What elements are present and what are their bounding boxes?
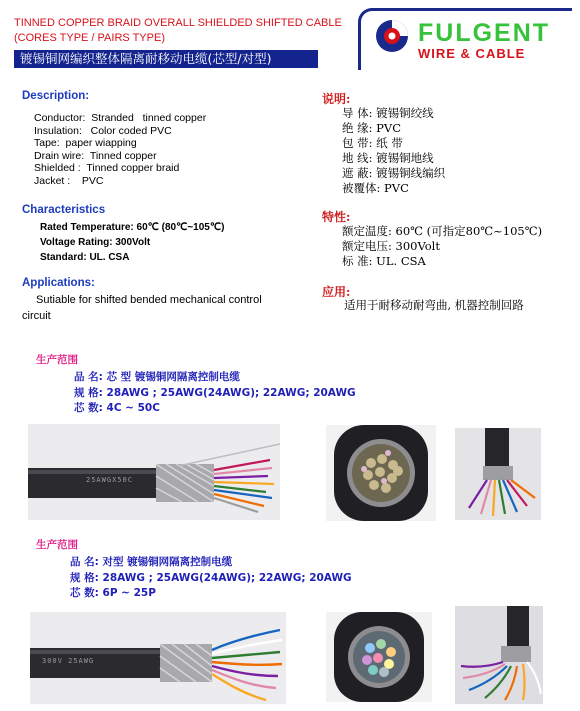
range2-spec-line: 品 名: 对型 镀锡铜网隔离控制电缆	[70, 556, 233, 568]
range1-heading: 生产范围	[36, 354, 78, 366]
description-list	[34, 112, 206, 187]
cable-pairs-section-icon	[326, 612, 432, 702]
characteristics-heading: Characteristics	[22, 204, 106, 216]
cable-photo-pairs-section	[326, 612, 432, 702]
applications-text: Sutiable for shifted bended mechanical control	[36, 294, 262, 306]
cable-cross-section-icon	[326, 425, 436, 521]
cable-photo-cores-fan	[455, 428, 541, 520]
range1-spec	[74, 370, 356, 417]
characteristics-list	[40, 220, 224, 265]
cn-characteristics-line: 额定电压: 300Volt	[342, 239, 440, 253]
applications-text-cont: circuit	[22, 310, 51, 322]
cable-cores-side-icon	[28, 424, 280, 520]
description-line: Conductor: Stranded tinned copper	[34, 112, 207, 124]
cable-photo-pairs-fan	[455, 606, 543, 704]
characteristics-line: Standard: UL. CSA	[40, 252, 130, 263]
cn-description-line: 导 体: 镀锡铜绞线	[342, 106, 434, 120]
cn-description-line: 地 线: 镀锡铜地线	[342, 151, 434, 165]
cn-characteristics-line: 额定温度: 60℃ (可指定80℃~105℃)	[342, 224, 543, 238]
cn-description-line: 包 带: 纸 带	[342, 136, 403, 150]
cable-pairs-fan-icon	[455, 606, 543, 704]
characteristics-line: Voltage Rating: 300Volt	[40, 237, 151, 248]
cn-characteristics-list	[342, 224, 542, 269]
description-line: Shielded : Tinned copper braid	[34, 162, 180, 174]
fulgent-logo-icon	[372, 16, 412, 56]
brand-name: FULGENT	[418, 19, 551, 47]
description-line: Tape: paper wiapping	[34, 137, 137, 149]
brand-subtitle: WIRE & CABLE	[418, 46, 526, 61]
cn-description-line: 绝 缘: PVC	[342, 121, 402, 135]
range2-spec-line: 芯 数: 6P ~ 25P	[70, 587, 156, 599]
cn-characteristics-line: 标 准: UL. CSA	[342, 254, 426, 268]
range1-spec-line: 芯 数: 4C ~ 50C	[74, 402, 160, 414]
cn-description-line: 遮 蔽: 镀锡铜线编织	[342, 166, 446, 180]
cn-characteristics-heading: 特性:	[322, 210, 351, 224]
cable-fan-icon	[455, 428, 541, 520]
description-heading: Description:	[22, 90, 90, 102]
applications-heading: Applications:	[22, 277, 95, 289]
title-line-1: TINNED COPPER BRAID OVERALL SHIELDED SHIFTED CABLE	[14, 17, 342, 29]
cable-print-text-2: 300V 25AWG	[42, 657, 95, 665]
range2-spec-line: 规 格: 28AWG ; 25AWG(24AWG); 22AWG; 20AWG	[70, 571, 352, 584]
description-line: Insulation: Color coded PVC	[34, 124, 172, 137]
cable-photo-pairs-side	[30, 612, 286, 704]
cn-applications-text: 适用于耐移动耐弯曲, 机器控制回路	[344, 298, 524, 312]
cn-applications-heading: 应用:	[322, 285, 351, 299]
cable-print-text: 25AWGX50C	[86, 476, 133, 484]
description-line: Drain wire: Tinned copper	[34, 149, 157, 162]
characteristics-line: Rated Temperature: 60℃ (80℃~105℃)	[40, 222, 225, 233]
title-line-2: (CORES TYPE / PAIRS TYPE)	[14, 32, 165, 44]
cable-photo-cores-section	[326, 425, 436, 521]
range1-spec-line: 品 名: 芯 型 镀锡铜网隔离控制电缆	[74, 371, 240, 383]
description-line: Jacket : PVC	[34, 174, 104, 187]
cn-description-heading: 说明:	[322, 92, 351, 106]
cable-photo-cores-side	[28, 424, 280, 520]
range2-heading: 生产范围	[36, 539, 78, 551]
cn-description-list	[342, 106, 445, 196]
title-cn-banner: 镀锡铜网编织整体隔离耐移动电缆(芯型/对型)	[14, 50, 318, 68]
cn-description-line: 被覆体: PVC	[342, 181, 409, 195]
range2-spec	[70, 555, 352, 602]
range1-spec-line: 规 格: 28AWG ; 25AWG(24AWG); 22AWG; 20AWG	[74, 386, 356, 399]
